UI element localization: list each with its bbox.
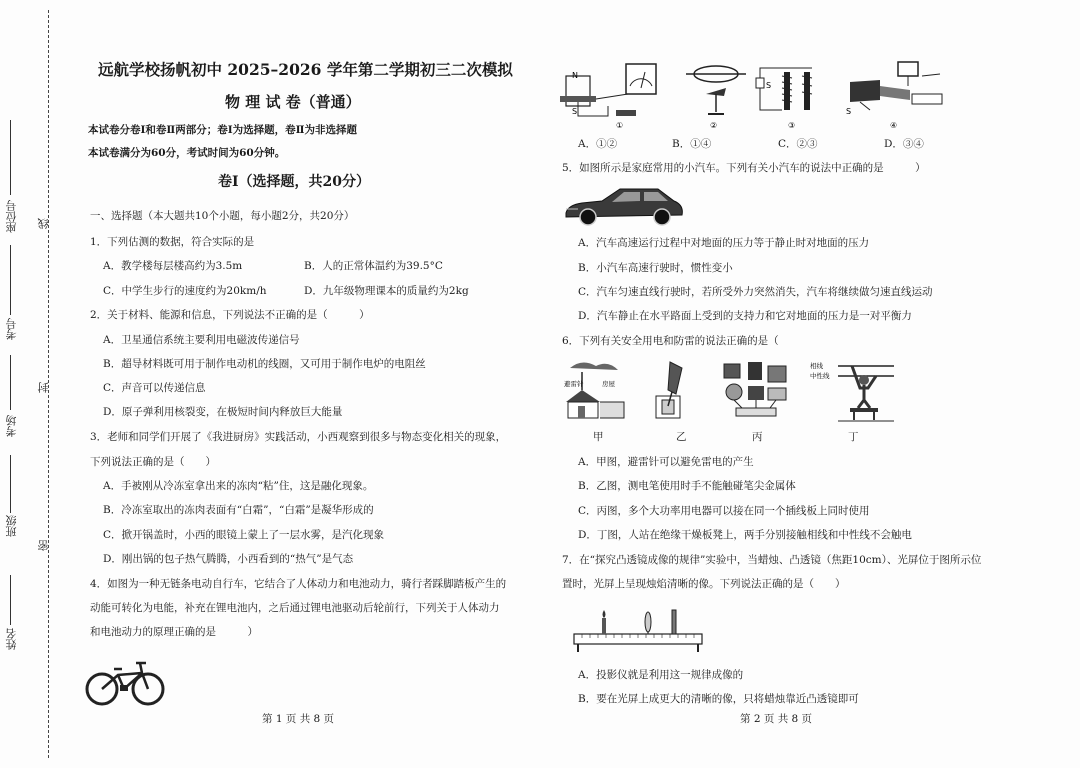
exam-subtitle: 物 理 试 卷（普通） (225, 93, 361, 111)
q3-option-a: A．手被刚从冷冻室拿出来的冻肉“粘”住，这是融化现象。 (103, 480, 374, 492)
svg-text:S: S (766, 81, 772, 90)
motor-figure (840, 58, 950, 130)
person-on-stool-figure (808, 358, 896, 422)
q7-option-a: A．投影仪就是利用这一规律成像的 (578, 669, 744, 681)
lightning-rod-house-figure (562, 354, 632, 422)
q6-fig-label-bing: 丙 (752, 431, 763, 443)
q6-option-b: B．乙图，测电笔使用时手不能触碰笔尖金属体 (578, 480, 796, 492)
q2-option-d: D．原子弹利用核裂变，在极短时间内释放巨大能量 (103, 406, 343, 418)
q4-fig-label-4: ④ (890, 121, 898, 130)
live-wire-label: 相线 (810, 362, 823, 370)
seal-char-mi: 密 (37, 540, 50, 551)
q4-fig-label-2: ② (710, 121, 718, 130)
q4-option-b: B．①④ (672, 138, 712, 150)
q4-option-a: A．①② (578, 138, 618, 150)
q4-fig-label-1: ① (616, 121, 624, 130)
q4-stem-line-3: 和电池动力的原理正确的是 ） (90, 626, 258, 638)
intro-line-1: 本试卷分卷Ⅰ和卷Ⅱ两部分；卷Ⅰ为选择题，卷Ⅱ为非选择题 (88, 124, 358, 136)
magnetic-needle-figure (680, 58, 752, 130)
intro-line-2: 本试卷满分为60分，考试时间为60分钟。 (88, 147, 286, 159)
exam-no-label: 考号 (5, 318, 18, 340)
seal-char-xian: 线 (37, 218, 50, 229)
exam-no-line (10, 245, 11, 315)
class-line (10, 455, 11, 513)
q5-option-b: B．小汽车高速行驶时，惯性变小 (578, 262, 733, 274)
q6-stem: 6．下列有关安全用电和防雷的说法正确的是（ (562, 335, 779, 347)
exam-title: 远航学校扬帆初中 2025–2026 学年第二学期初三二次模拟 (98, 60, 513, 79)
optical-bench-figure (568, 604, 708, 654)
test-pen-figure (650, 358, 700, 422)
q1-stem: 1．下列估测的数据，符合实际的是 (90, 236, 255, 248)
class-label: 班级 (5, 515, 18, 537)
q4-option-d: D．③④ (884, 138, 924, 150)
seat-label: 座位号 (5, 200, 18, 233)
page1-footer: 第 1 页 共 8 页 (262, 713, 335, 725)
q4-stem-line-2: 动能可转化为电能，补充在锂电池内，之后通过锂电池驱动后轮前行，下列关于人体动力 (90, 602, 500, 614)
q5-stem: 5．如图所示是家庭常用的小汽车。下列有关小汽车的说法中正确的是 ） (562, 162, 926, 174)
q6-option-c: C．丙图，多个大功率用电器可以接在同一个插线板上同时使用 (578, 505, 870, 517)
q3-stem-line-2: 下列说法正确的是（ ） (90, 456, 216, 468)
q4-option-c: C．②③ (778, 138, 818, 150)
electric-bicycle-figure (84, 655, 166, 707)
q5-option-c: C．汽车匀速直线行驶时，若所受外力突然消失，汽车将继续做匀速直线运动 (578, 286, 933, 298)
exam-room-line (10, 355, 11, 410)
q2-option-c: C．声音可以传递信息 (103, 382, 206, 394)
seal-char-feng: 封 (37, 382, 50, 393)
q2-stem: 2．关于材料、能源和信息，下列说法不正确的是（ ） (90, 309, 370, 321)
q1-option-b: B．人的正常体温约为39.5°C (304, 260, 443, 272)
q7-stem-line-2: 置时，光屏上呈现烛焰清晰的像。下列说法正确的是（ ） (562, 578, 846, 590)
q1-option-d: D．九年级物理课本的质量约为2kg (304, 285, 469, 297)
q5-option-d: D．汽车静止在水平路面上受到的支持力和它对地面的压力是一对平衡力 (578, 310, 912, 322)
q4-fig-label-3: ③ (788, 121, 796, 130)
q2-option-b: B．超导材料既可用于制作电动机的线圈，又可用于制作电炉的电阻丝 (103, 358, 426, 370)
q1-option-c: C．中学生步行的速度约为20km/h (103, 285, 267, 297)
house-label: 房屋 (602, 380, 615, 388)
svg-text:S: S (572, 107, 578, 116)
q5-option-a: A．汽车高速运行过程中对地面的压力等于静止时对地面的压力 (578, 237, 870, 249)
name-line (10, 575, 11, 625)
q3-option-b: B．冷冻室取出的冻肉表面有“白霜”，“白霜”是凝华形成的 (103, 504, 374, 516)
electromagnet-figure (752, 58, 824, 130)
car-figure (562, 183, 686, 229)
q7-option-b: B．要在光屏上成更大的清晰的像，只将蜡烛靠近凸透镜即可 (578, 693, 859, 705)
q6-fig-label-ding: 丁 (848, 431, 859, 443)
q7-stem-line-1: 7．在“探究凸透镜成像的规律”实验中，当蜡烛、凸透镜（焦距10cm）、光屏位于图所示位 (562, 554, 982, 566)
svg-text:N: N (572, 71, 578, 80)
page2-footer: 第 2 页 共 8 页 (740, 713, 813, 725)
part-title: 一、选择题（本大题共10个小题，每小题2分，共20分） (90, 210, 355, 222)
generator-figure (556, 58, 664, 130)
q3-stem-line-1: 3．老师和同学们开展了《我进厨房》实践活动，小西观察到很多与物态变化相关的现象， (90, 431, 507, 443)
exam-room-label: 考场 (5, 415, 18, 437)
section-title: 卷Ⅰ（选择题，共20分） (218, 174, 371, 190)
q6-fig-label-jia: 甲 (593, 431, 604, 443)
neutral-wire-label: 中性线 (810, 372, 830, 380)
q4-stem-line-1: 4．如图为一种无链条电动自行车，它结合了人体动力和电池动力，骑行者踩脚踏板产生的 (90, 578, 507, 590)
q3-option-d: D．刚出锅的包子热气腾腾，小西看到的“热气”是气态 (103, 553, 354, 565)
q2-option-a: A．卫星通信系统主要利用电磁波传递信号 (103, 334, 300, 346)
lightning-rod-label: 避雷针 (564, 380, 584, 388)
q6-fig-label-yi: 乙 (676, 431, 687, 443)
q6-option-d: D．丁图，人站在绝缘干燥板凳上，两手分别接触相线和中性线不会触电 (578, 529, 912, 541)
svg-text:S: S (846, 107, 852, 116)
q3-option-c: C．掀开锅盖时，小西的眼镜上蒙上了一层水雾，是汽化现象 (103, 529, 385, 541)
power-strip-appliances-figure (718, 358, 792, 422)
name-label: 姓名 (5, 628, 18, 650)
q6-option-a: A．甲图，避雷针可以避免雷电的产生 (578, 456, 754, 468)
seat-line (10, 120, 11, 195)
q1-option-a: A．教学楼每层楼高约为3.5m (103, 260, 243, 272)
